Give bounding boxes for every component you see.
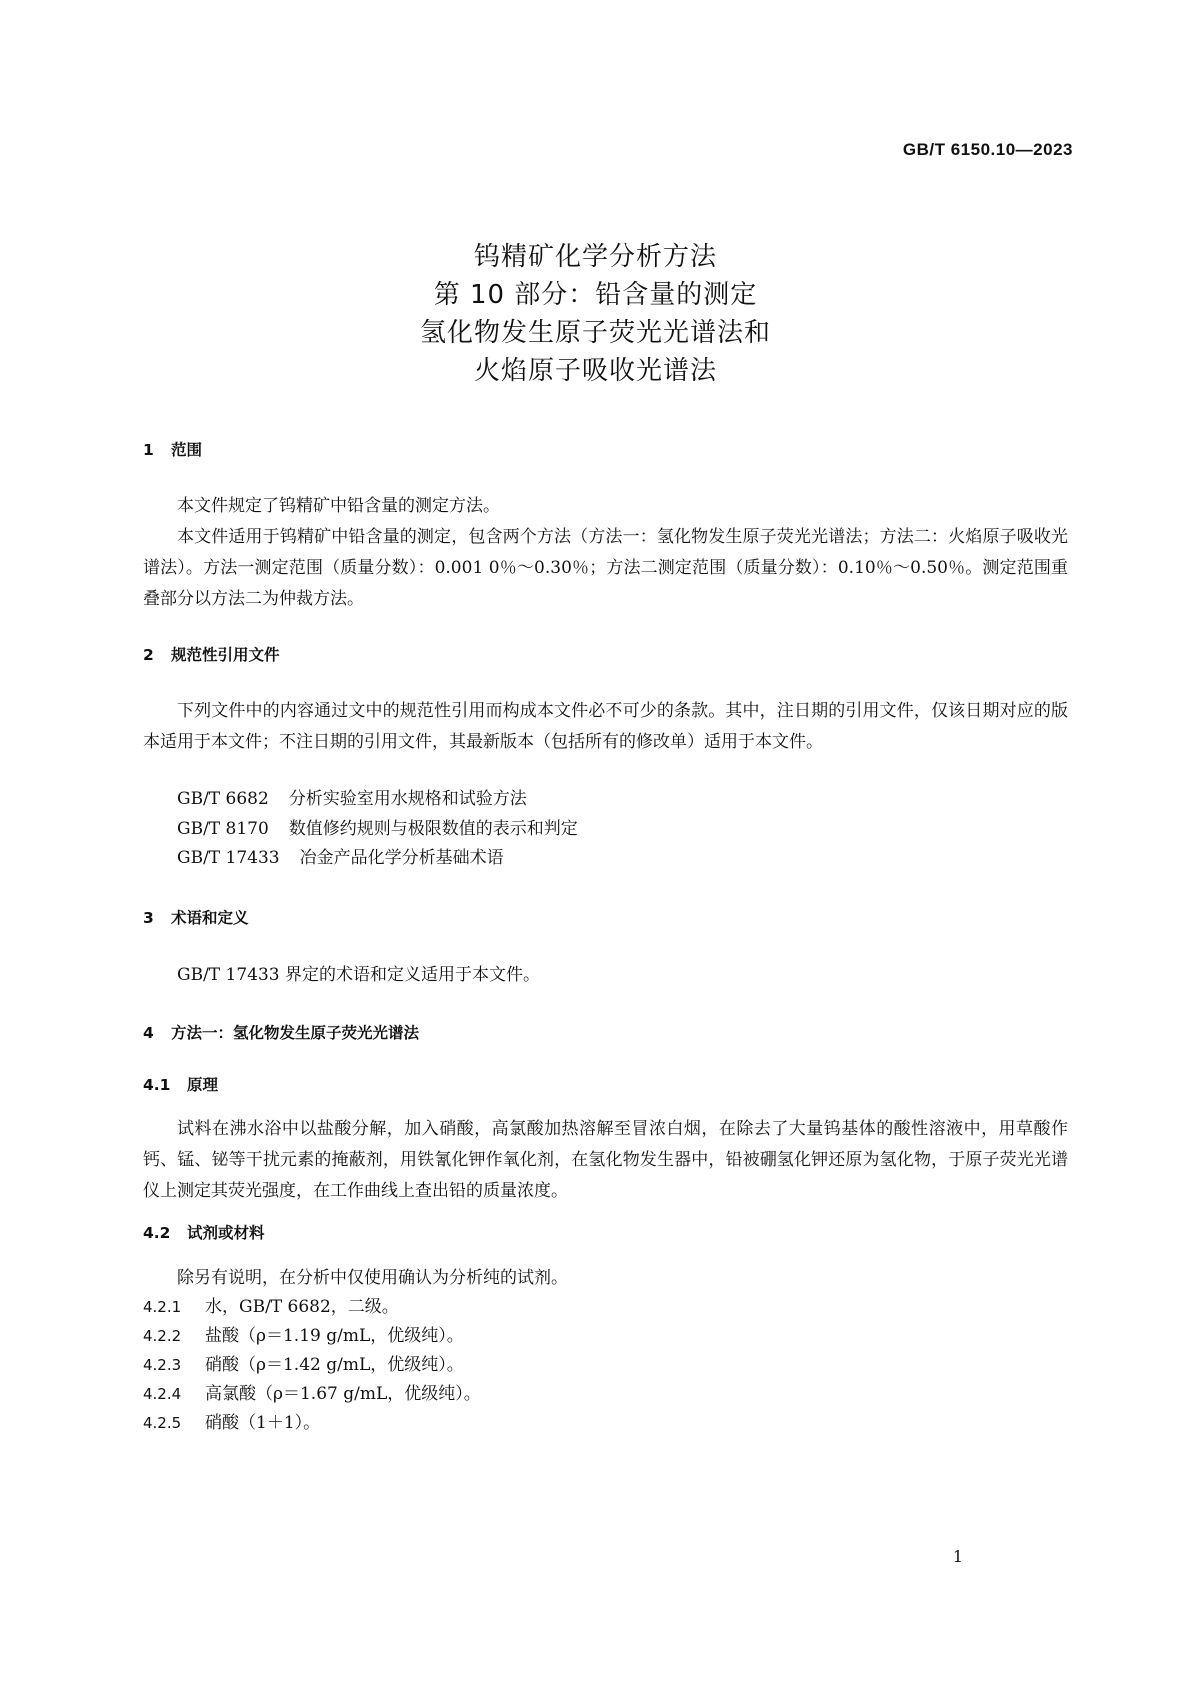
- reagent-item: [143, 1408, 320, 1438]
- page-number: 1: [952, 1547, 963, 1566]
- section-title: 术语和定义: [171, 909, 249, 927]
- standard-number: GB/T 6150.10—2023: [902, 140, 1073, 159]
- reference-title: 分析实验室用水规格和试验方法: [288, 789, 527, 809]
- section-3-heading: [143, 906, 249, 928]
- section-2-heading: [143, 643, 280, 665]
- subsection-4-2-intro: 除另有说明，在分析中仅使用确认为分析纯的试剂。: [177, 1268, 568, 1288]
- normative-reference: [177, 843, 504, 873]
- reagent-item: [143, 1379, 481, 1409]
- subsection-title: 原理: [187, 1076, 219, 1094]
- subsection-number: 4.1: [143, 1076, 171, 1094]
- section-number: 2: [143, 646, 154, 664]
- item-number: 4.2.1: [143, 1298, 182, 1316]
- reagent-item: [143, 1292, 399, 1322]
- normative-reference: [177, 784, 527, 814]
- section-2-paragraph: 下列文件中的内容通过文中的规范性引用而构成本文件必不可少的条款。其中，注日期的引用文件，仅该日期对应的版本适用于本文件；不注日期的引用文件，其最新版本（包括所有的修改单）适用于本文件。: [143, 701, 1068, 752]
- reference-code: GB/T 8170: [177, 819, 269, 839]
- subsection-4-1-heading: [143, 1073, 218, 1095]
- section-title: 规范性引用文件: [171, 646, 280, 664]
- subsection-title: 试剂或材料: [187, 1224, 265, 1242]
- section-number: 4: [143, 1024, 154, 1042]
- section-1-paragraph-2: 本文件适用于钨精矿中铅含量的测定，包含两个方法（方法一：氢化物发生原子荧光光谱法；方法二：火焰原子吸收光谱法）。方法一测定范围（质量分数）：0.001 0％～0.30％；方法二测定范围（质量分数）：0.10％～0.50％。测定范围重叠部分以方法二为仲裁方法。: [143, 527, 1068, 609]
- document-title: [0, 238, 1191, 390]
- title-line-2: 第 10 部分：铅含量的测定: [433, 280, 758, 310]
- reference-title: 数值修约规则与极限数值的表示和判定: [288, 819, 578, 839]
- title-line-4: 火焰原子吸收光谱法: [473, 356, 717, 386]
- item-number: 4.2.4: [143, 1385, 182, 1403]
- section-1-heading: [143, 438, 202, 460]
- item-text: 硝酸（ρ＝1.42 g/mL，优级纯）。: [205, 1355, 464, 1375]
- item-text: 硝酸（1＋1）。: [205, 1413, 321, 1433]
- item-number: 4.2.5: [143, 1414, 182, 1432]
- section-1-paragraph-1: 本文件规定了钨精矿中铅含量的测定方法。: [177, 496, 500, 516]
- item-text: 盐酸（ρ＝1.19 g/mL，优级纯）。: [205, 1326, 464, 1346]
- reagent-item: [143, 1350, 464, 1380]
- section-number: 3: [143, 909, 154, 927]
- item-text: 高氯酸（ρ＝1.67 g/mL，优级纯）。: [205, 1384, 481, 1404]
- section-title: 范围: [171, 441, 203, 459]
- item-text: 水，GB/T 6682，二级。: [205, 1297, 399, 1317]
- title-line-1: 钨精矿化学分析方法: [473, 242, 717, 272]
- subsection-number: 4.2: [143, 1224, 171, 1242]
- normative-reference: [177, 814, 578, 844]
- reference-code: GB/T 6682: [177, 789, 269, 809]
- subsection-4-1-paragraph: 试料在沸水浴中以盐酸分解，加入硝酸，高氯酸加热溶解至冒浓白烟，在除去了大量钨基体的酸性溶液中，用草酸作钙、锰、铋等干扰元素的掩蔽剂，用铁氰化钾作氧化剂，在氢化物发生器中，铅被硼氢化钾还原为氢化物，于原子荧光光谱仪上测定其荧光强度，在工作曲线上查出铅的质量浓度。: [143, 1119, 1068, 1201]
- reference-code: GB/T 17433: [177, 848, 280, 868]
- item-number: 4.2.3: [143, 1356, 182, 1374]
- item-number: 4.2.2: [143, 1327, 182, 1345]
- section-number: 1: [143, 441, 154, 459]
- reagent-item: [143, 1321, 464, 1351]
- section-title: 方法一：氢化物发生原子荧光光谱法: [171, 1024, 420, 1042]
- subsection-4-2-heading: [143, 1221, 265, 1243]
- section-4-heading: [143, 1021, 419, 1043]
- reference-title: 冶金产品化学分析基础术语: [299, 848, 504, 868]
- title-line-3: 氢化物发生原子荧光光谱法和: [419, 318, 771, 348]
- section-3-paragraph: GB/T 17433 界定的术语和定义适用于本文件。: [177, 965, 541, 985]
